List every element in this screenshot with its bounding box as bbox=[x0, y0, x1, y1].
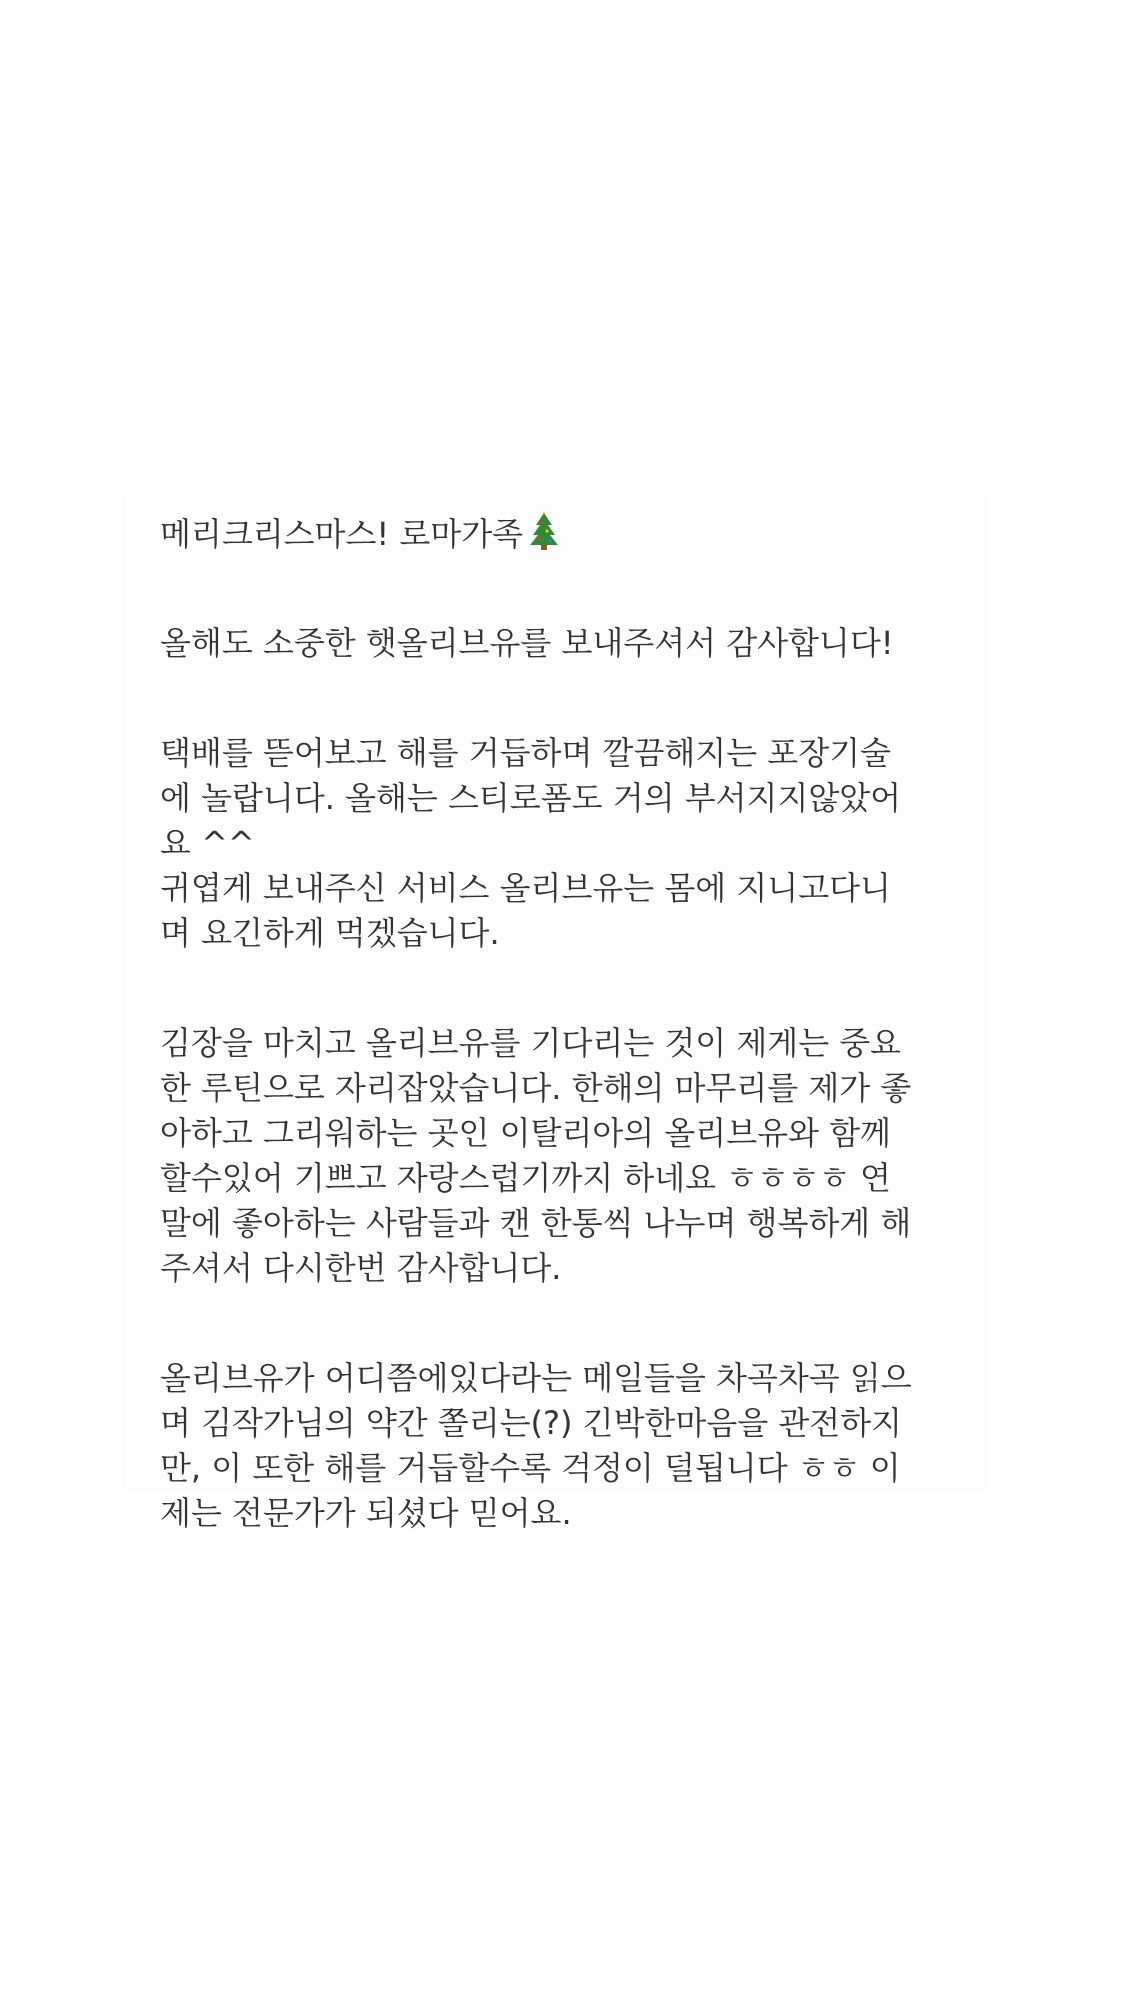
text-line: 김장을 마치고 올리브유를 기다리는 것이 제게는 중요 bbox=[160, 1024, 902, 1062]
text-line: 제는 전문가가 되셨다 믿어요. bbox=[160, 1494, 572, 1532]
text-line: 말에 좋아하는 사람들과 캔 한통씩 나누며 행복하게 해 bbox=[160, 1204, 912, 1242]
greeting-line bbox=[160, 511, 950, 556]
text-line: 아하고 그리워하는 곳인 이탈리아의 올리브유와 함께 bbox=[160, 1114, 891, 1152]
paragraph-emails bbox=[160, 1356, 950, 1536]
paragraph-gap bbox=[160, 666, 950, 731]
text-line: 올해도 소중한 햇올리브유를 보내주셔서 감사합니다! bbox=[160, 624, 894, 662]
text-line: 택배를 뜯어보고 해를 거듭하며 깔끔해지는 포장기술 bbox=[160, 734, 891, 772]
paragraph-gap bbox=[160, 956, 950, 1021]
text-line: 며 요긴하게 먹겠습니다. bbox=[160, 914, 500, 952]
text-line: 만, 이 또한 해를 거듭할수록 걱정이 덜됩니다 ㅎㅎ 이 bbox=[160, 1449, 901, 1487]
text-line: 할수있어 기쁘고 자랑스럽기까지 하네요 ㅎㅎㅎㅎ 연 bbox=[160, 1159, 891, 1197]
letter-card bbox=[122, 495, 988, 1532]
paragraph-gap bbox=[160, 556, 950, 621]
text-line: 한 루틴으로 자리잡았습니다. 한해의 마무리를 제가 좋 bbox=[160, 1069, 912, 1107]
paragraph-thanks bbox=[160, 621, 950, 666]
text-line: 에 놀랍니다. 올해는 스티로폼도 거의 부서지지않았어 bbox=[160, 779, 902, 817]
paragraph-packaging bbox=[160, 731, 950, 956]
text-line: 귀엽게 보내주신 서비스 올리브유는 몸에 지니고다니 bbox=[160, 869, 891, 907]
text-line: 요 ^^ bbox=[160, 824, 255, 862]
greeting-text: 메리크리스마스! 로마가족 bbox=[160, 515, 524, 553]
text-line: 올리브유가 어디쯤에있다라는 메일들을 차곡차곡 읽으 bbox=[160, 1359, 912, 1397]
text-line: 주셔서 다시한번 감사합니다. bbox=[160, 1249, 562, 1287]
christmas-tree-icon bbox=[527, 511, 561, 563]
text-line: 며 김작가님의 약간 쫄리는(?) 긴박한마음을 관전하지 bbox=[160, 1404, 902, 1442]
paragraph-gap bbox=[160, 1291, 950, 1356]
paragraph-routine bbox=[160, 1021, 950, 1291]
